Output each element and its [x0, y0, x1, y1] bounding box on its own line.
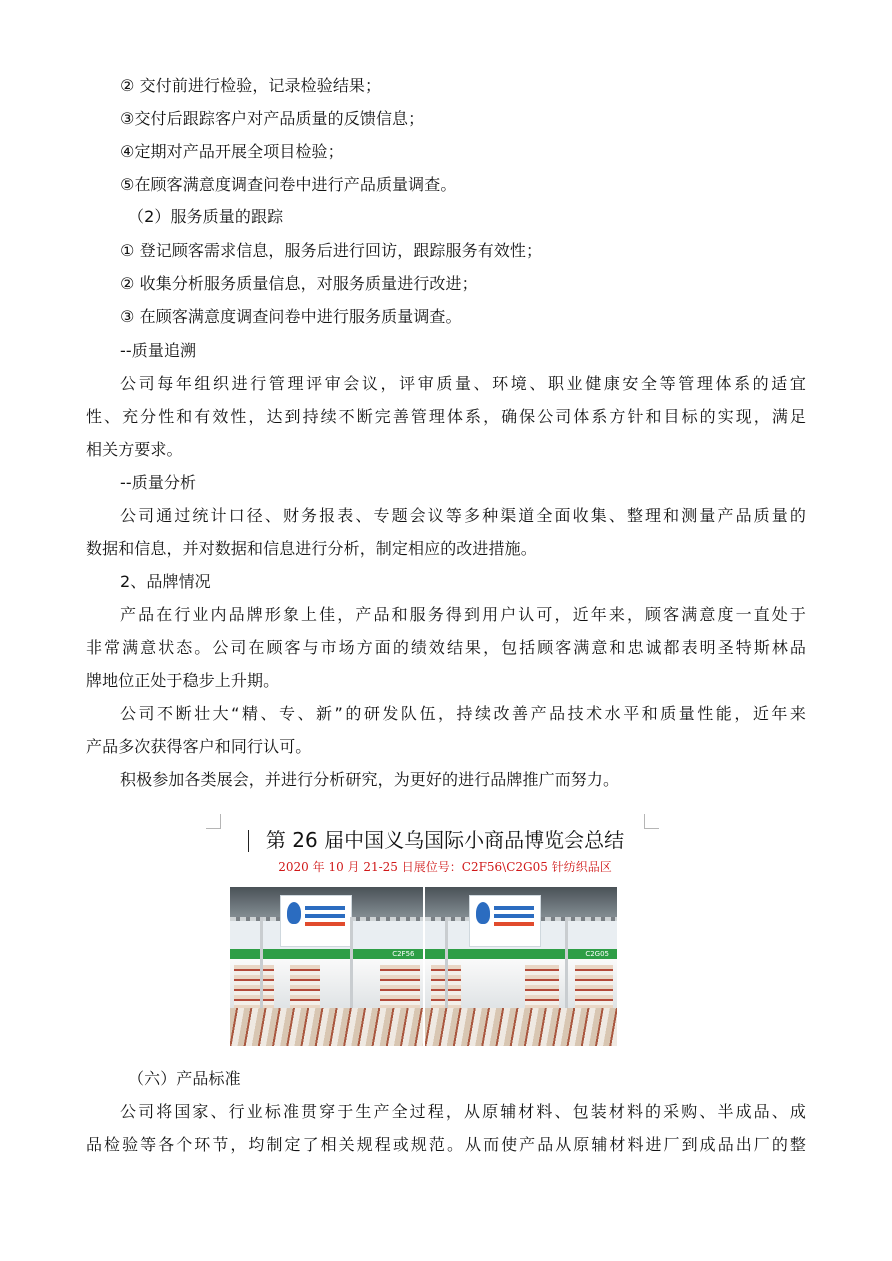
expo-banner	[469, 895, 541, 947]
expo-banner	[280, 895, 352, 947]
figure-title: 第 26 届中国义乌国际小商品博览会总结	[265, 828, 625, 852]
text-line: ① 登记顾客需求信息，服务后进行回访，跟踪服务有效性；	[120, 241, 543, 260]
text-line: ③ 在顾客满意度调查问卷中进行服务质量调查。	[120, 307, 462, 326]
paragraph-line: 公司通过统计口径、财务报表、专题会议等多种渠道全面收集、整理和测量产品质量的	[120, 506, 806, 525]
subheading: （2）服务质量的跟踪	[128, 207, 284, 226]
subheading: --质量追溯	[120, 341, 197, 360]
text-line: ② 收集分析服务质量信息，对服务质量进行改进；	[120, 274, 478, 293]
paragraph-line: 积极参加各类展会，并进行分析研究，为更好的进行品牌推广而努力。	[120, 770, 620, 789]
booth-photos	[230, 887, 617, 1046]
text-line: ② 交付前进行检验，记录检验结果；	[120, 76, 382, 95]
paragraph-line: 相关方要求。	[86, 440, 183, 459]
booth-photo-right	[425, 887, 618, 1046]
paragraph-line: 公司每年组织进行管理评审会议，评审质量、环境、职业健康安全等管理体系的适宜	[120, 374, 806, 393]
text-line: ⑤在顾客满意度调查问卷中进行产品质量调查。	[120, 175, 457, 194]
paragraph-line: 牌地位正处于稳步上升期。	[86, 671, 280, 690]
booth-code: C2G05	[585, 950, 609, 958]
paragraph-line: 品检验等各个环节，均制定了相关规程或规范。从而使产品从原辅材料进厂到成品出厂的整	[86, 1135, 806, 1154]
booth-code: C2F56	[392, 950, 415, 958]
text-line: ③交付后跟踪客户对产品质量的反馈信息；	[120, 109, 425, 128]
figure-subtitle: 2020 年 10 月 21-25 日展位号：C2F56\C2G05 针纺织品区	[278, 860, 612, 874]
booth-photo-left	[230, 887, 423, 1046]
paragraph-line: 公司将国家、行业标准贯穿于生产全过程，从原辅材料、包装材料的采购、半成品、成	[120, 1102, 806, 1121]
margin-mark-left	[206, 814, 221, 829]
paragraph-line: 产品多次获得客户和同行认可。	[86, 737, 312, 756]
subheading: --质量分析	[120, 473, 197, 492]
paragraph-line: 性、充分性和有效性，达到持续不断完善管理体系，确保公司体系方针和目标的实现，满足	[86, 407, 806, 426]
section-heading: （六）产品标准	[128, 1069, 241, 1088]
section-heading: 2、品牌情况	[120, 572, 211, 591]
paragraph-line: 产品在行业内品牌形象上佳，产品和服务得到用户认可，近年来，顾客满意度一直处于	[120, 605, 806, 624]
paragraph-line: 非常满意状态。公司在顾客与市场方面的绩效结果，包括顾客满意和忠诚都表明圣特斯林品	[86, 638, 806, 657]
paragraph-line: 数据和信息，并对数据和信息进行分析，制定相应的改进措施。	[86, 539, 537, 558]
paragraph-line: 公司不断壮大“精、专、新”的研发队伍，持续改善产品技术水平和质量性能，近年来	[120, 704, 806, 723]
text-line: ④定期对产品开展全项目检验；	[120, 142, 344, 161]
